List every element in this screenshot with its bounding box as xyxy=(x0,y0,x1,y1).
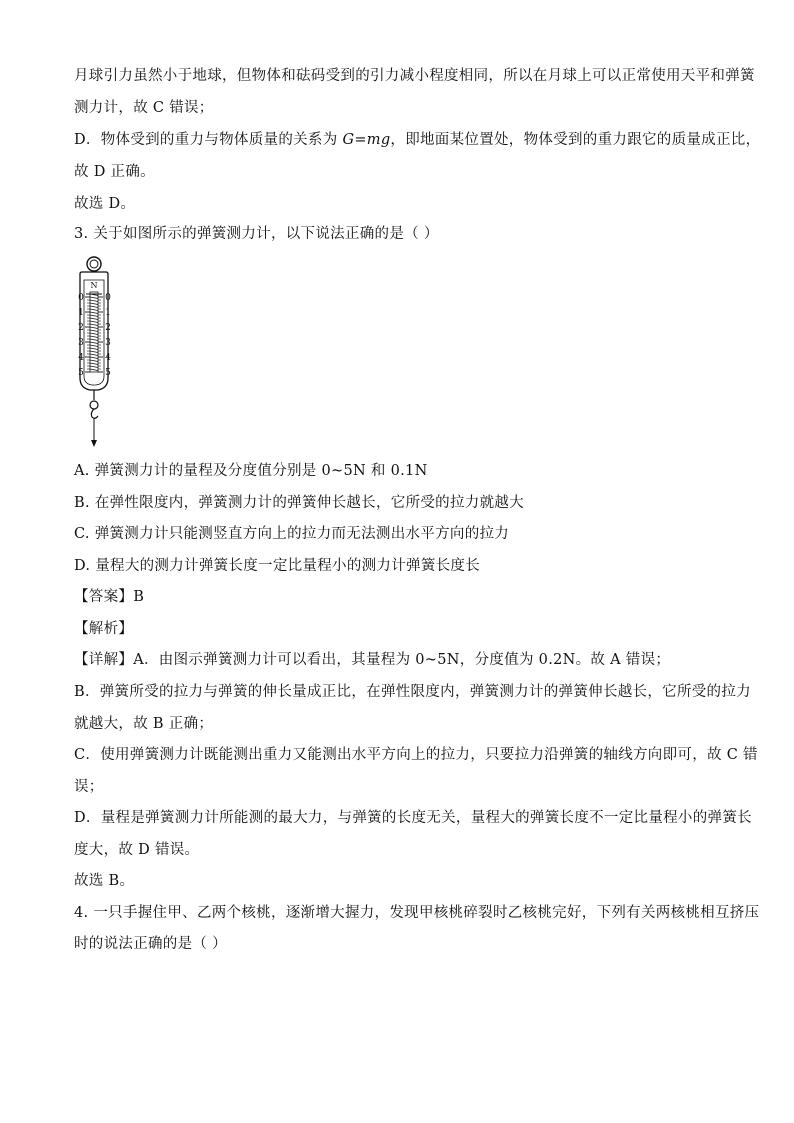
text-line-5: 故选 D。 xyxy=(74,196,136,212)
spring-coil xyxy=(90,312,98,314)
spring-coil xyxy=(90,297,98,299)
scale-right-label: 2 xyxy=(105,323,111,333)
text-line-1: 月球引力虽然小于地球，但物体和砝码受到的引力减小程度相同，所以在月球上可以正常使用天平和弹簧 xyxy=(74,68,755,84)
text-line-3a: D．物体受到的重力与物体质量的关系为 xyxy=(74,132,343,148)
spring-coil xyxy=(90,339,98,341)
spring-coil xyxy=(90,315,98,317)
option-d: D. 量程大的测力计弹簧长度一定比量程小的测力计弹簧长度长 xyxy=(74,558,481,574)
spring-coil xyxy=(90,324,98,326)
analysis-label: 【解析】 xyxy=(74,621,134,637)
spring-scale-figure xyxy=(70,252,126,452)
spring-coil xyxy=(90,357,98,359)
spring-coil xyxy=(90,330,98,332)
spring-coil xyxy=(90,336,98,338)
detail-line-3: 就越大，故 B 正确； xyxy=(74,716,214,732)
spring-coil xyxy=(90,354,98,356)
detail-line-4: C．使用弹簧测力计既能测出重力又能测出水平方向上的拉力，只要拉力沿弹簧的轴线方向即可，故 C 错 xyxy=(74,747,758,763)
spring-coil xyxy=(90,318,98,320)
scale-left-label: 4 xyxy=(78,353,84,363)
scale-right-label: 4 xyxy=(105,353,111,363)
scale-left-label: 3 xyxy=(78,338,84,348)
spring-coil xyxy=(90,366,98,368)
arrow-head-icon xyxy=(91,440,97,447)
question-3: 3. 关于如图所示的弹簧测力计，以下说法正确的是（ ） xyxy=(74,226,439,242)
text-line-3b: ，即地面某位置处，物体受到的重力跟它的质量成正比， xyxy=(390,132,761,148)
option-c: C. 弹簧测力计只能测竖直方向上的拉力而无法测出水平方向的拉力 xyxy=(74,526,510,542)
scale-left-labels xyxy=(78,293,84,378)
spring-coil xyxy=(90,300,98,302)
spring-coil xyxy=(90,345,98,347)
spring-coil xyxy=(90,333,98,335)
option-a: A. 弹簧测力计的量程及分度值分别是 0~5N 和 0.1N xyxy=(74,463,428,479)
scale-right-label: 5 xyxy=(105,368,111,378)
scale-left-label: 1 xyxy=(78,308,84,318)
spring-ticks xyxy=(85,294,103,372)
top-ring-inner-icon xyxy=(90,260,98,268)
spring-coil xyxy=(90,342,98,344)
scale-right-label: 3 xyxy=(105,338,111,348)
spring-coil xyxy=(90,303,98,305)
spring-coil xyxy=(90,369,98,371)
question-4-line-2: 时的说法正确的是（ ） xyxy=(74,936,227,952)
scale-left-label: 2 xyxy=(78,323,84,333)
spring-coil xyxy=(90,348,98,350)
text-line-4: 故 D 正确。 xyxy=(74,164,155,180)
unit-label: N xyxy=(90,281,98,290)
detail-line-1: 【详解】A．由图示弹簧测力计可以看出，其量程为 0~5N，分度值为 0.2N。故 A 错误； xyxy=(74,652,671,668)
question-4-line-1: 4. 一只手握住甲、乙两个核桃，逐渐增大握力，发现甲核桃碎裂时乙核桃完好，下列有关两核桃相互挤压 xyxy=(74,905,760,921)
scale-right-label: 1 xyxy=(105,308,111,318)
scale-left-label: 0 xyxy=(78,293,84,303)
text-line-2: 测力计，故 C 错误； xyxy=(74,100,214,116)
text-line-3 xyxy=(74,130,760,150)
formula-gmg: G=mg xyxy=(342,132,391,148)
top-ring-icon xyxy=(87,257,101,271)
detail-line-5: 误； xyxy=(74,779,104,795)
hook-loop-icon xyxy=(90,401,98,409)
scale-right-label: 0 xyxy=(105,293,111,303)
detail-line-6: D．量程是弹簧测力计所能测的最大力，与弹簧的长度无关，量程大的弹簧长度不一定比量程小的弹簧长 xyxy=(74,810,752,826)
option-b: B. 在弹性限度内，弹簧测力计的弹簧伸长越长，它所受的拉力就越大 xyxy=(74,495,524,511)
spring-coil xyxy=(90,327,98,329)
detail-line-2: B．弹簧所受的拉力与弹簧的伸长量成正比，在弹性限度内，弹簧测力计的弹簧伸长越长，它所受的拉力 xyxy=(74,684,751,700)
detail-line-7: 度大，故 D 错误。 xyxy=(74,842,200,858)
spring-coil xyxy=(90,321,98,323)
detail-line-8: 故选 B。 xyxy=(74,873,135,889)
spring-coil xyxy=(90,351,98,353)
answer-label: 【答案】B xyxy=(74,589,145,605)
spring-coil xyxy=(90,360,98,362)
scale-left-label: 5 xyxy=(78,368,84,378)
spring-coil xyxy=(90,309,98,311)
spring-coil xyxy=(90,306,98,308)
spring-coil xyxy=(90,363,98,365)
hook-icon xyxy=(91,409,98,418)
